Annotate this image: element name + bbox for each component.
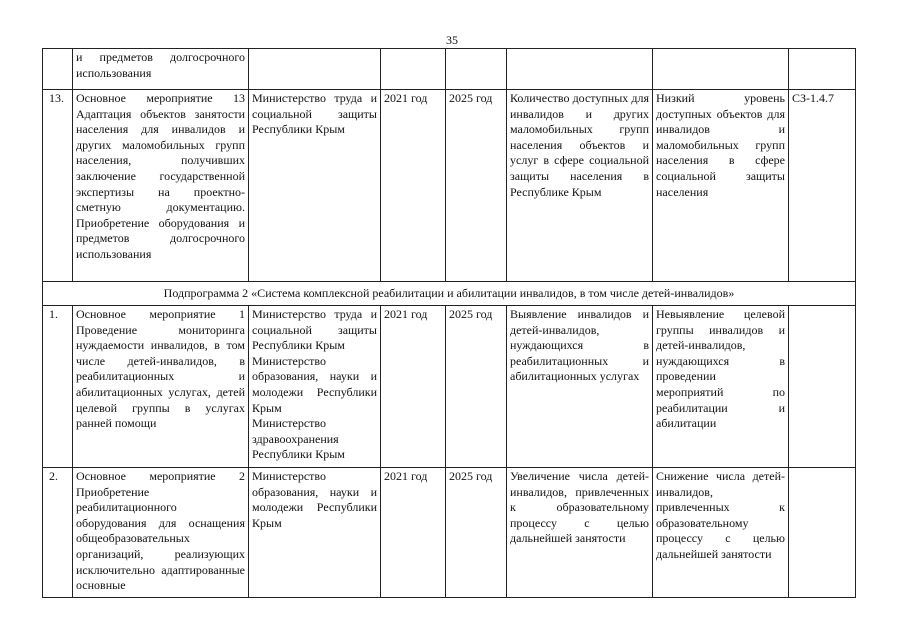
link-cell: СЗ-1.4.7 (789, 90, 856, 282)
page-number: 35 (446, 33, 458, 47)
end-year-cell: 2025 год (446, 90, 507, 282)
consequence-cell: Снижение числа детей-инвалидов, привлеченных к образовательному процессу с целью дальнейшей занятости (653, 468, 789, 598)
activity-cell: и предметов долгосрочного использования (73, 49, 249, 90)
executor-cell (249, 306, 381, 468)
result-cell: Увеличение числа детей-инвалидов, привлеченных к образовательному процессу с целью дальнейшей занятости (507, 468, 653, 598)
table-row (43, 90, 856, 282)
row-number: 13. (43, 90, 73, 282)
result-cell: Количество доступных для инвалидов и других маломобильных групп населения объектов и услуг в сфере социальной защиты населения в Республике Крым (507, 90, 653, 282)
row-number (43, 49, 73, 90)
consequence-cell (653, 49, 789, 90)
executor-line: Министерство здравоохранения Республики Крым (252, 416, 345, 462)
subprogram-title: Подпрограмма 2 «Система комплексной реабилитации и абилитации инвалидов, в том числе детей-инвалидов» (43, 282, 856, 306)
start-year-cell: 2021 год (381, 90, 446, 282)
table-row (43, 49, 856, 90)
measures-table (42, 48, 856, 598)
table-row (43, 306, 856, 468)
consequence-cell: Низкий уровень доступных объектов для инвалидов и маломобильных групп населения в сфере социальной защиты населения (653, 90, 789, 282)
activity-cell: Основное мероприятие 13 Адаптация объектов занятости населения для инвалидов и других маломобильных групп населения, получивших заключение государственной экспертизы на проектно-сметную документацию. Приобретение оборудования и предметов долгосрочного использования (73, 90, 249, 282)
result-cell (507, 49, 653, 90)
consequence-cell: Невыявление целевой группы инвалидов и детей-инвалидов, нуждающихся в проведении мероприятий по реабилитации и абилитации (653, 306, 789, 468)
result-cell: Выявление инвалидов и детей-инвалидов, нуждающихся в реабилитационных и абилитационных услугах (507, 306, 653, 468)
link-cell (789, 49, 856, 90)
end-year-cell: 2025 год (446, 468, 507, 598)
executor-cell: Министерство труда и социальной защиты Республики Крым (249, 90, 381, 282)
link-cell (789, 306, 856, 468)
start-year-cell: 2021 год (381, 306, 446, 468)
activity-cell: Основное мероприятие 1 Проведение мониторинга нуждаемости инвалидов, в том числе детей-инвалидов, в реабилитационных и абилитационных услугах, детей целевой группы в услугах ранней помощи (73, 306, 249, 468)
link-cell (789, 468, 856, 598)
end-year-cell (446, 49, 507, 90)
row-number: 2. (43, 468, 73, 598)
end-year-cell: 2025 год (446, 306, 507, 468)
table-row (43, 468, 856, 598)
executor-cell: Министерство образования, науки и молодежи Республики Крым (249, 468, 381, 598)
executor-line: Министерство труда и социальной защиты Республики Крым (252, 307, 377, 353)
section-row (43, 282, 856, 306)
activity-cell: Основное мероприятие 2 Приобретение реабилитационного оборудования для оснащения общеобразовательных организаций, реализующих исключительно адаптированные основные (73, 468, 249, 598)
executor-cell (249, 49, 381, 90)
row-number: 1. (43, 306, 73, 468)
start-year-cell: 2021 год (381, 468, 446, 598)
executor-line: Министерство образования, науки и молодежи Республики Крым (252, 353, 377, 415)
start-year-cell (381, 49, 446, 90)
